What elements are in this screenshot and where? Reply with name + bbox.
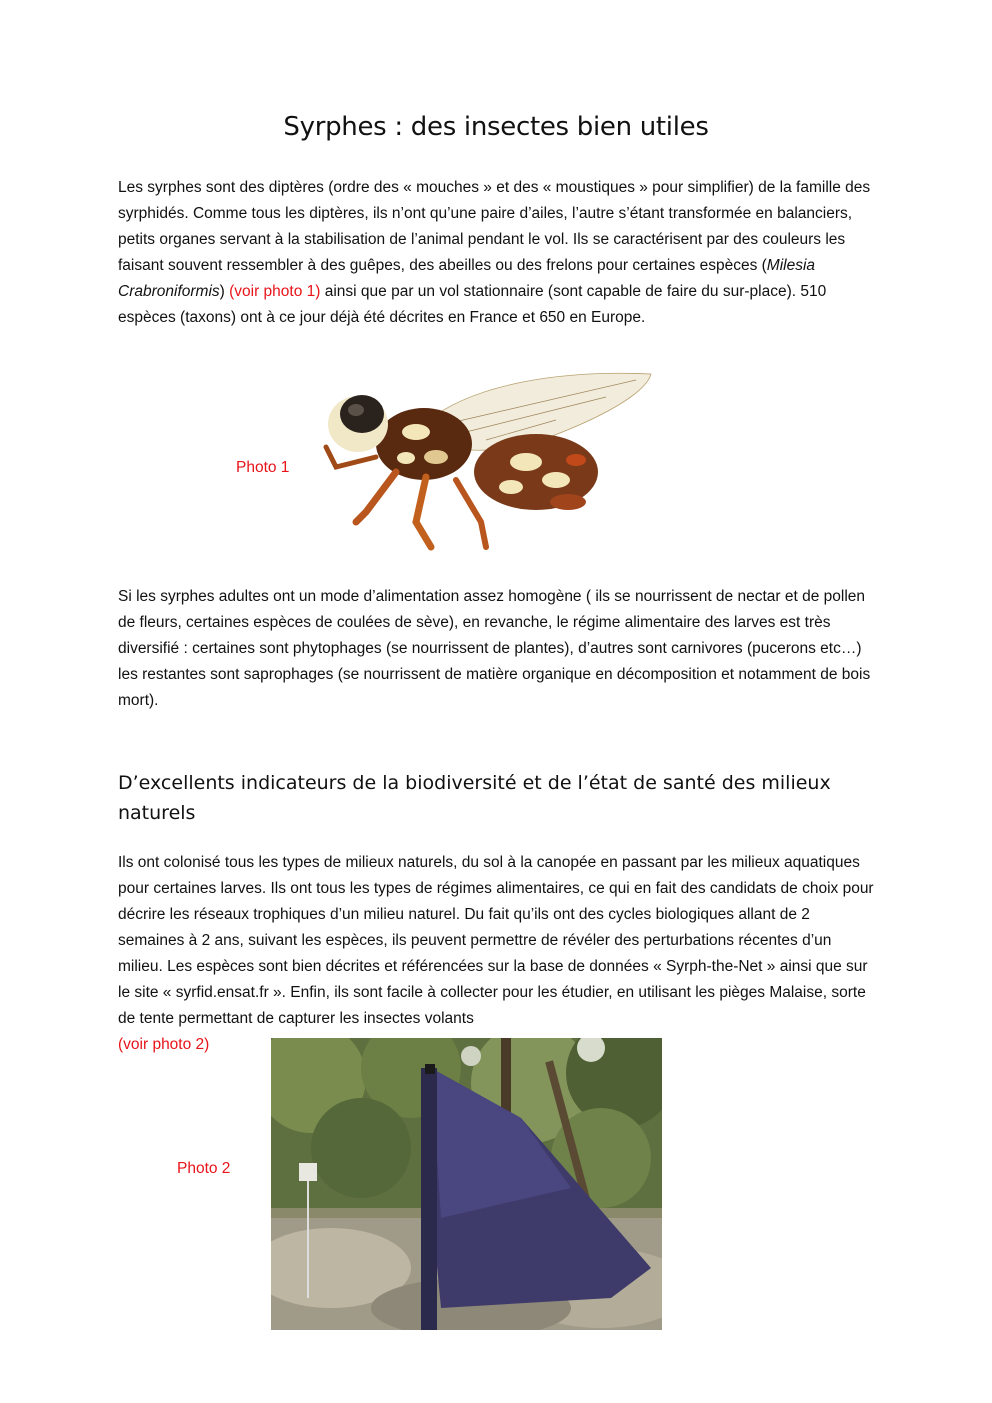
intro-text-1: Les syrphes sont des diptères (ordre des « mouches » et des « moustiques » pour simplifier) de la famille des syrphidés. Comme tous les diptères, ils n’ont qu’une paire d’ailes, l’autre s’étant transformée en balanciers, petits organes servant à la stabilisation de l’animal pendant le vol. Ils se caractérisent par des couleurs les faisant souvent ressembler à des guêpes, des abeilles ou des frelons pour certaines espèces ( (118, 179, 871, 274)
indicators-paragraph (118, 850, 878, 1058)
intro-paragraph (118, 175, 878, 331)
photo2-reference: (voir photo 2) (118, 1036, 210, 1053)
photo1-reference: (voir photo 1) (229, 283, 321, 300)
intro-text-2: ) (219, 283, 230, 300)
malaise-trap-photo (271, 1038, 662, 1330)
diet-paragraph: Si les syrphes adultes ont un mode d’alimentation assez homogène ( ils se nourrissent de nectar et de pollen de fleurs, certaines espèces de coulées de sève), en revanche, le régime alimentaire des larves est très diversifié : certaines sont phytophages (se nourrissent de plantes), d’autres sont carnivores (pucerons etc…) les restantes sont saprophages (se nourrissent de matière organique en décomposition et notamment de bois mort). (118, 588, 871, 709)
species-name: Milesia Crabroniformis (118, 257, 816, 300)
section-subtitle: D’excellents indicateurs de la biodiversité et de l’état de santé des milieux naturels (118, 772, 831, 824)
page-title: Syrphes : des insectes bien utiles (283, 112, 709, 142)
photo1-caption: Photo 1 (236, 459, 290, 476)
photo2-caption: Photo 2 (177, 1160, 231, 1177)
indicators-text: Ils ont colonisé tous les types de milieux naturels, du sol à la canopée en passant par les milieux aquatiques pour certaines larves. Ils ont tous les types de régimes alimentaires, ce qui en fait des candidats de choix pour décrire les réseaux trophiques d’un milieu naturel. Du fait qu’ils ont des cycles biologiques allant de 2 semaines à 2 ans, suivant les espèces, ils peuvent permettre de révéler des perturbations récentes d’un milieu. Les espèces sont bien décrites et référencées sur la base de données « Syrph-the-Net » ainsi que sur le site « syrfid.ensat.fr ». Enfin, ils sont facile à collecter pour les étudier, en utilisant les pièges Malaise, sorte de tente permettant de capturer les insectes volants (118, 854, 874, 1027)
intro-text-3: ainsi que par un vol stationnaire (sont capable de faire du sur-place). 510 espèces (taxons) ont à ce jour déjà été décrites en France et 650 en Europe. (118, 283, 827, 326)
hoverfly-photo (306, 362, 660, 558)
